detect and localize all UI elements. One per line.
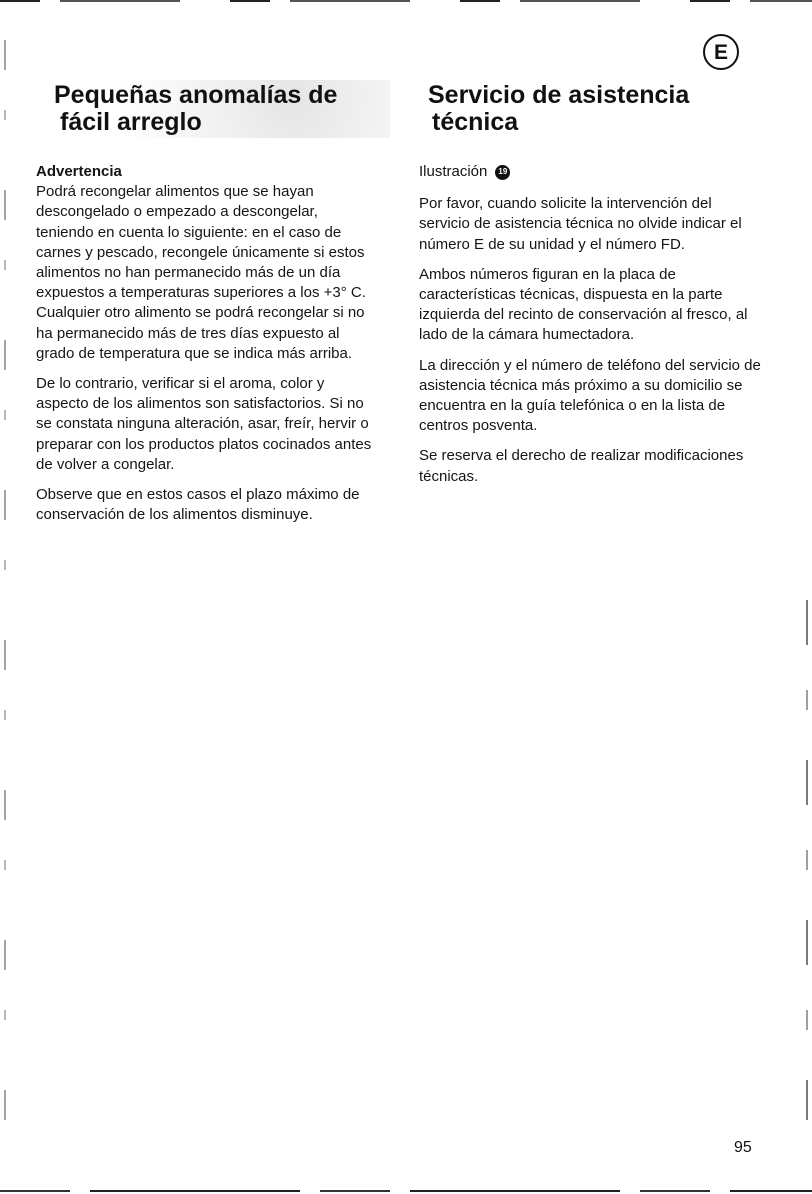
- page-number: 95: [734, 1139, 752, 1156]
- section-title-anomalies-line2: fácil arreglo: [60, 108, 202, 136]
- section-title-service-line2: técnica: [432, 108, 519, 136]
- illustration-label: Ilustración: [419, 163, 488, 180]
- right-paragraph: La dirección y el número de teléfono del servicio de asistencia técnica más próximo a su domicilio se encuentra en la guía telefónica o en la lista de centros posventa.: [419, 356, 761, 435]
- warning-subheading: Advertencia: [36, 163, 122, 180]
- right-paragraph: Por favor, cuando solicite la intervención del servicio de asistencia técnica no olvide indicar el número E de su unidad y el número FD.: [419, 195, 742, 253]
- left-column: [36, 162, 372, 535]
- section-title-service-line1: Servicio de asistencia: [428, 81, 690, 109]
- section-title-service: [428, 82, 758, 136]
- scan-edge-bottom: [0, 1190, 812, 1192]
- language-badge: [703, 34, 739, 70]
- right-paragraph: Se reserva el derecho de realizar modificaciones técnicas.: [419, 447, 744, 485]
- left-paragraph: Observe que en estos casos el plazo máximo de conservación de los alimentos disminuye.: [36, 486, 360, 524]
- section-title-anomalies: [48, 80, 390, 138]
- left-paragraph: Podrá recongelar alimentos que se hayan descongelado o empezado a descongelar, teniendo en cuenta lo siguiente: en el caso de carnes y pescado, recongele únicamente si estos alimentos no han permanecido más de un día expuestos a temperaturas superiores a los +3° C. Cualquier otro alimento se podrá recongelar si no ha permanecido más de tres días expuesto al grado de temperatura que se indica más arriba.: [36, 183, 366, 362]
- scan-edge-left: [4, 40, 6, 1160]
- scan-edge-top: [0, 0, 812, 2]
- section-title-anomalies-line1: Pequeñas anomalías de: [54, 81, 338, 109]
- right-paragraph: Ambos números figuran en la placa de características técnicas, dispuesta en la parte izquierda del recinto de conservación al fresco, al lado de la cámara humectadora.: [419, 265, 748, 344]
- illustration-number-badge: 19: [495, 165, 510, 180]
- language-badge-letter: E: [713, 40, 728, 64]
- illustration-reference: [419, 162, 764, 182]
- left-paragraph: De lo contrario, verificar si el aroma, color y aspecto de los alimentos son satisfactorios. Si no se constata ninguna alteración, asar, freír, hervir o preparar con los productos platos cocinados antes de volver a congelar.: [36, 375, 372, 473]
- scan-edge-right: [806, 600, 808, 1120]
- right-column: [419, 162, 764, 497]
